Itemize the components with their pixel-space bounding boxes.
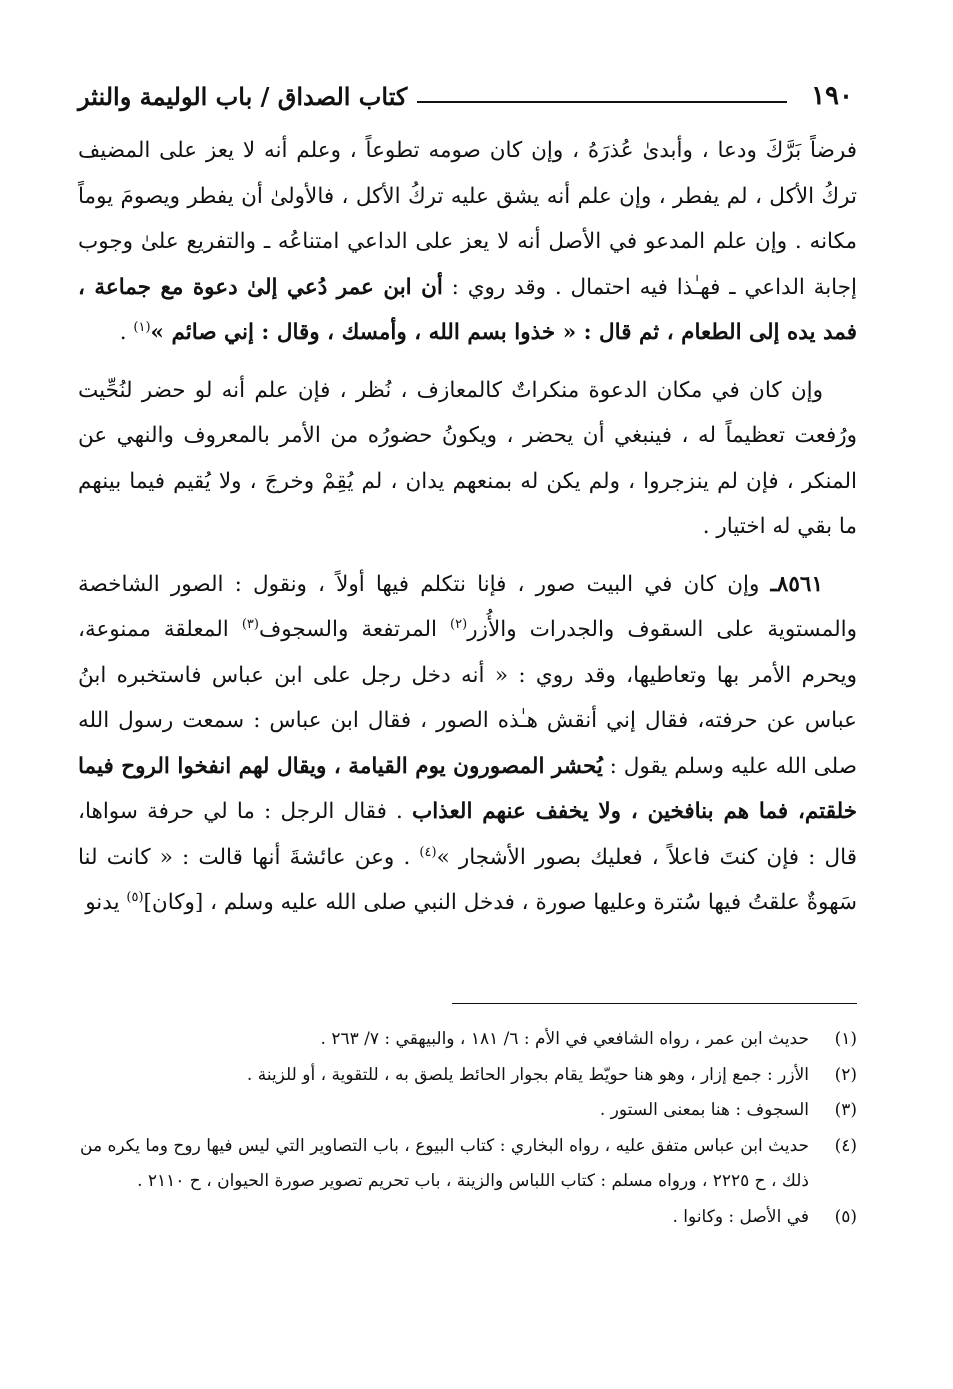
running-title: كتاب الصداق / باب الوليمة والنثر [78,81,408,111]
running-header [78,76,853,116]
footnote-number: (٤) [834,1135,857,1156]
paragraph-3 [78,562,857,926]
footnote-text: حديث ابن عمر ، رواه الشافعي في الأم : ٦/ ١٨١ ، والبيهقي : ٧/ ٢٦٣ . [320,1029,809,1049]
paragraph-1 [78,128,857,356]
text-segment: المعلقة ممنوعة، ويحرم الأمر بها وتعاطيها، وقد روي : « أنه دخل رجل على ابن عباس فاستخبره ابنُ عباس عن حرفته، فقال إني أنقش هـٰذه الصور ، فقال ابن عباس : سمعت رسول الله صلى الله عليه وسلم يقول : [78,617,857,779]
main-text [78,128,857,926]
text-segment: وإن كان في البيت صور ، فإنا نتكلم فيها أولاً ، ونقول : الصور الشاخصة والمستوية على السقوف والجدرات والأُزر [78,571,857,642]
footnote-number: (٣) [834,1100,857,1120]
footnote-number: (١) [834,1029,857,1049]
hadith-quote-bold: يُحشر المصورون يوم القيامة ، ويقال لهم انفخوا الروح فيما خلقتم، فما هم بنافخين ، ولا يخفف عنهم العذاب [78,753,857,824]
footnote-text: السجوف : هنا بمعنى الستور . [599,1100,809,1120]
section-number: ٨٥٦١ـ [770,571,823,597]
header-rule [417,101,787,103]
footnote-separator [452,1003,857,1004]
text-segment: . فقال الرجل : ما لي حرفة سواها، قال : فإن كنتَ فاعلاً ، فعليك بصور الأشجار » [78,799,857,870]
footnote-text: حديث ابن عباس متفق عليه ، رواه البخاري : كتاب البيوع ، باب التصاوير التي ليس فيها روح وما يكره من ذلك ، ح ٢٢٢٥ ، ورواه مسلم : كتاب اللباس والزينة ، باب تحريم تصوير صورة الحيوان ، ح ٢١١٠ . [80,1135,809,1191]
footnote-number: (٢) [834,1064,857,1085]
footnote-ref: (٢) [450,616,468,632]
text-segment: فرضاً بَرَّكَ ودعا ، وأبدىٰ عُذرَهُ ، وإن كان صومه تطوعاً ، وعلم أنه لا يعز على المضيف تركُ الأكل ، لم يفطر ، وإن علم أنه يشق عليه تركُ الأكل ، فالأولىٰ أن يفطر ويصومَ يوماً مكانه . وإن علم المدعو في الأصل أنه لا يعز على الداعي امتناعُه ـ والتفريع علىٰ وجوب إجابة الداعي ـ فهـٰذا فيه احتمال . وقد روي : [78,138,857,300]
footnote-item [80,1129,857,1200]
paragraph-2 [78,368,857,550]
footnote-item [80,1093,857,1129]
text-segment: . [119,320,134,345]
footnote-ref: (١) [133,319,151,335]
footnote-ref: (٤) [419,844,437,860]
footnotes [80,1022,857,1235]
footnote-item [80,1200,857,1236]
text-segment: يدنو [85,890,127,915]
footnote-text: في الأصل : وكانوا . [672,1206,809,1227]
text-segment: المرتفعة والسجوف [258,617,451,642]
footnote-number: (٥) [834,1206,857,1227]
footnote-item [80,1022,857,1058]
text-segment: . وعن عائشةَ أنها قالت : « كانت لنا سَهوةٌ علقتُ فيها سُترة وعليها صورة ، فدخل النبي صلى الله عليه وسلم ، [وكان] [78,844,857,915]
text-segment: وإن كان في مكان الدعوة منكراتٌ كالمعازف ، نُظر ، فإن علم أنه لو حضر لنُحِّيت ورُفعت تعظيماً له ، فينبغي أن يحضر ، ويكونُ حضورُه من الأمر بالمعروف والنهي عن المنكر ، فإن لم ينزجروا ، ولم يكن له بمنعهم يدان ، لم يُقِمْ وخرجَ ، ولا يُقيم فيما بينهم ما بقي له اختيار . [78,377,857,539]
footnote-text: الأزر : جمع إزار ، وهو هنا حويّط يقام بجوار الحائط يلصق به ، للتقوية ، أو للزينة . [246,1064,809,1085]
page-number: ١٩٠ [811,81,853,111]
hadith-quote-bold: أن ابن عمر دُعي إلىٰ دعوة مع جماعة ، فمد يده إلى الطعام ، ثم قال : « خذوا بسم الله ، وأمسك ، وقال : إني صائم » [78,274,857,345]
footnote-ref: (٣) [241,616,259,632]
footnote-ref: (٥) [126,889,144,905]
footnote-item [80,1058,857,1094]
